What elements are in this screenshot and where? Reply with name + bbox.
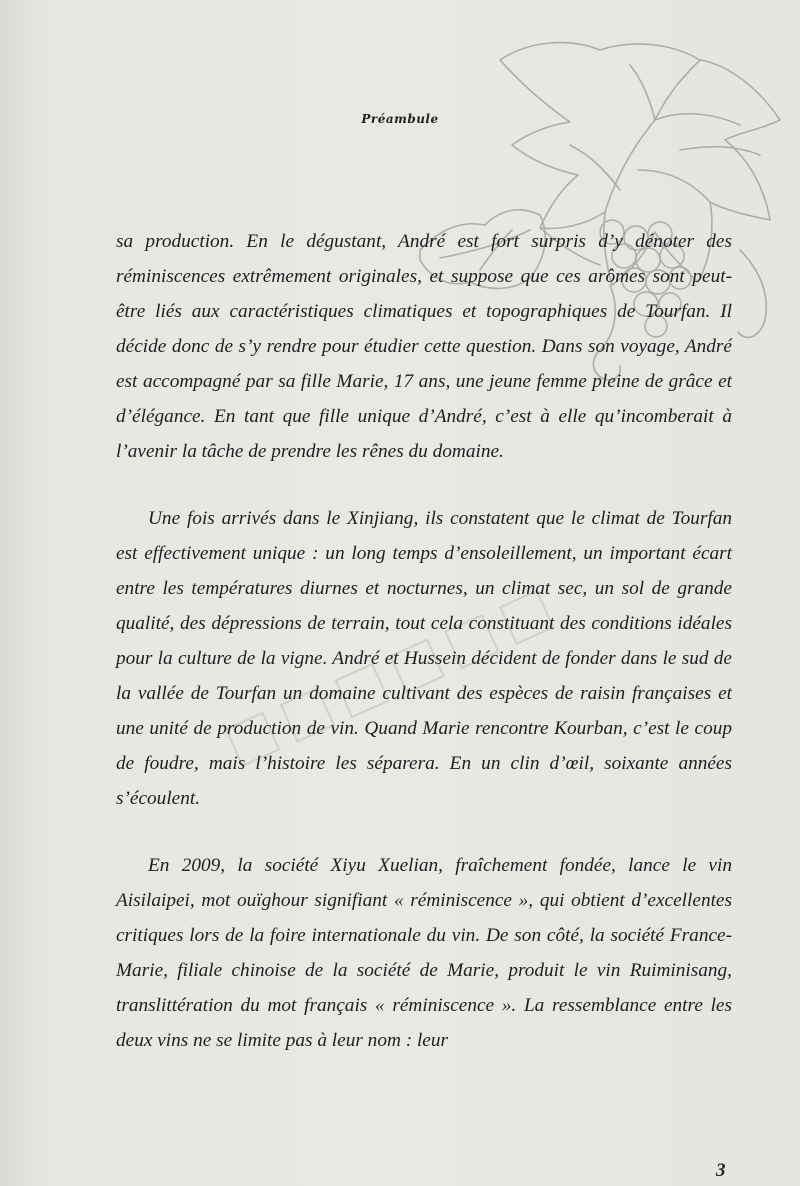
paragraph: sa production. En le dégustant, André est fort surpris d’y dénoter des réminiscences extrêmement originales, et suppose que ces arômes sont peut-être liés aux caractéristiques climatiques et topographiques de Tourfan. Il décide donc de s’y rendre pour étudier cette question. Dans son voyage, André est accompagné par sa fille Marie, 17 ans, une jeune femme pleine de grâce et d’élégance. En tant que fille unique d’André, c’est à elle qu’incomberait à l’avenir la tâche de prendre les rênes du domaine. (116, 231, 732, 462)
chapter-body (116, 224, 732, 1090)
paragraph: En 2009, la société Xiyu Xuelian, fraîchement fondée, lance le vin Aisilaipei, mot ouïghour signifiant « réminiscence », qui obtient d’excellentes critiques lors de la foire internationale du vin. De son côté, la société France-Marie, filiale chinoise de la société de Marie, produit le vin Ruiminisang, translittération du mot français « réminiscence ». La ressemblance entre les deux vins ne se limite pas à leur nom : leur (116, 855, 732, 1051)
running-header: Préambule (361, 112, 439, 126)
page-number: 3 (716, 1160, 726, 1181)
paragraph: Une fois arrivés dans le Xinjiang, ils constatent que le climat de Tourfan est effectivement unique : un long temps d’ensoleillement, un important écart entre les températures diurnes et nocturnes, un climat sec, un sol de grande qualité, des dépressions de terrain, tout cela constituant des conditions idéales pour la culture de la vigne. André et Hussein décident de fonder dans le sud de la vallée de Tourfan un domaine cultivant des espèces de raisin françaises et une unité de production de vin. Quand Marie rencontre Kourban, c’est le coup de foudre, mais l’histoire les séparera. En un clin d’œil, soixante années s’écoulent. (116, 508, 732, 809)
